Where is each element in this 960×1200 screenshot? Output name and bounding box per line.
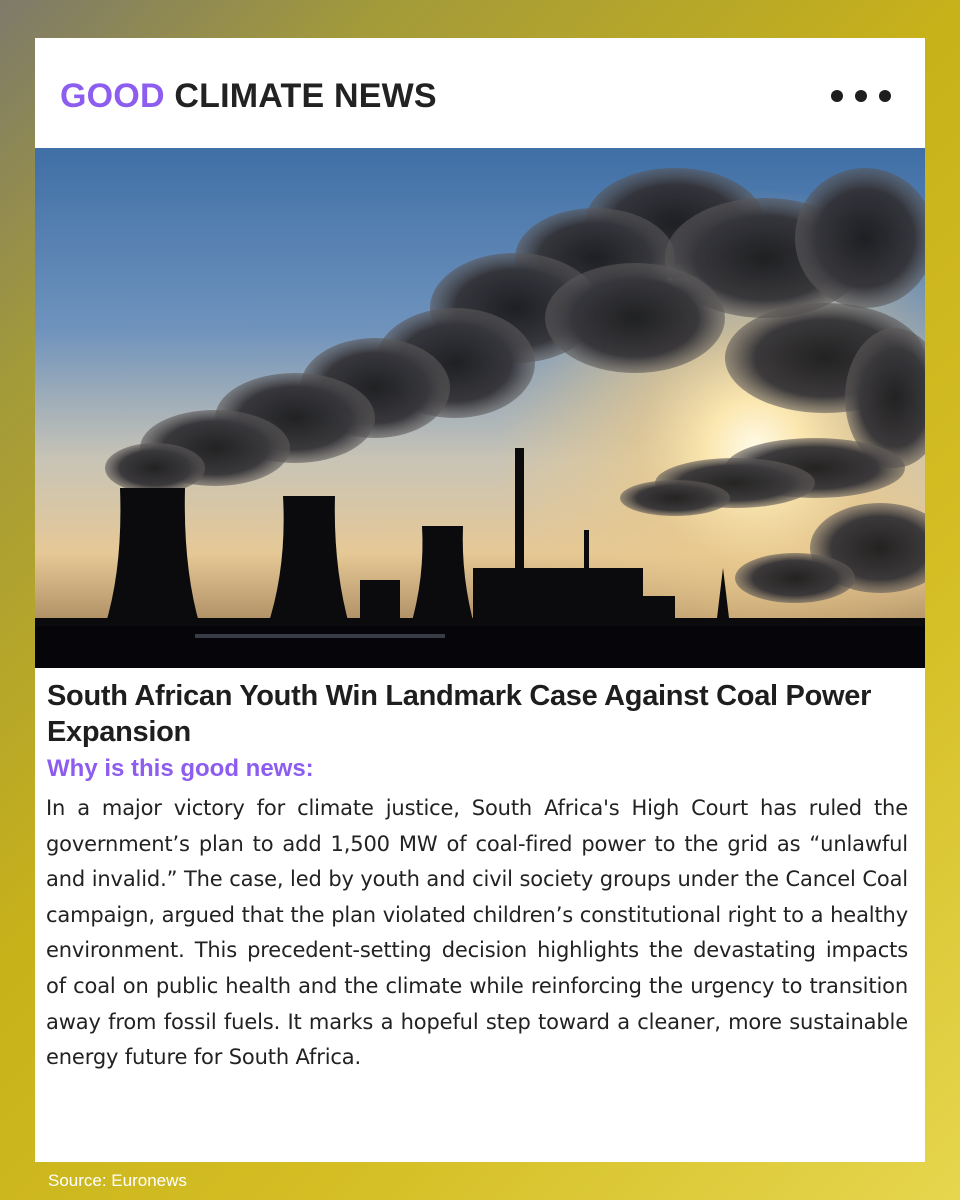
article-headline: South African Youth Win Landmark Case Against Coal Power Expansion (47, 680, 872, 748)
power-plant-photo (35, 148, 925, 668)
news-card (35, 38, 925, 1162)
dot (855, 90, 867, 102)
article-image (35, 148, 925, 668)
brand-title (60, 76, 437, 116)
article-body: In a major victory for climate justice, South Africa's High Court has ruled the government’s plan to add 1,500 MW of coal-fired power to the grid as “unlawful and invalid.” The case, led by youth and civil society groups under the Cancel Coal campaign, argued that the plan violated children’s constitutional right to a healthy environment. This precedent-setting decision highlights the devastating impacts of coal on public health and the climate while reinforcing the urgency to transition away from fossil fuels. It marks a hopeful step toward a cleaner, more sustainable energy future for South Africa. (46, 796, 908, 1070)
brand-highlight: GOOD (60, 77, 165, 115)
card-header (35, 38, 925, 148)
source-credit: Source: Euronews (48, 1171, 187, 1190)
more-options-icon[interactable] (831, 86, 891, 106)
brand-rest: CLIMATE NEWS (174, 77, 437, 115)
dot (831, 90, 843, 102)
dot (879, 90, 891, 102)
article-subheading: Why is this good news: (47, 755, 314, 782)
